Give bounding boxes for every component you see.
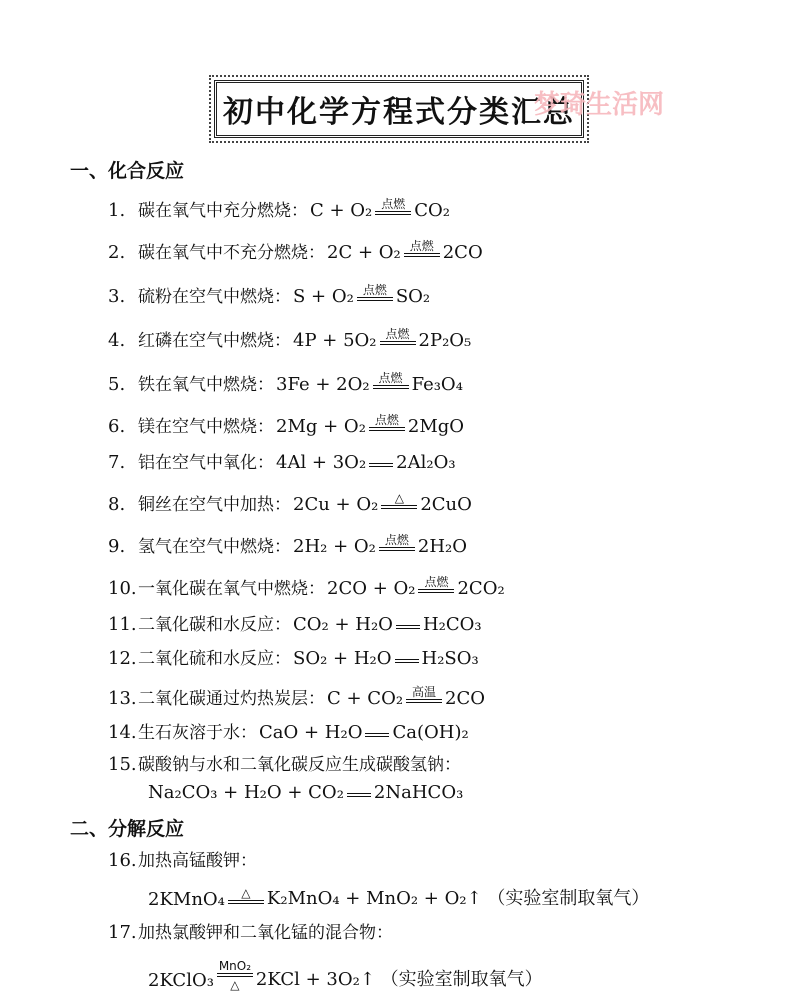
equation-products: 2CO₂ [457, 578, 505, 599]
equation-item [108, 490, 472, 515]
chemical-equation [276, 372, 463, 395]
equation-products: H₂SO₃ [421, 648, 479, 669]
equals-bar [418, 589, 454, 593]
chemical-equation [148, 782, 463, 803]
item-description: 加热高锰酸钾： [138, 851, 257, 871]
equation-item [108, 644, 479, 669]
item-description: 碳酸钠与水和二氧化碳反应生成碳酸氢钠： [138, 755, 461, 775]
chemical-equation [293, 614, 482, 635]
watermark: 梦琦生活网 [534, 90, 665, 120]
reaction-condition: △ [241, 886, 251, 900]
equals-bar [404, 253, 440, 257]
chemical-equation [259, 722, 469, 743]
equals-sign [347, 793, 371, 803]
item-description: 生石灰溶于水： [138, 723, 257, 743]
reaction-condition: 高温 [412, 685, 437, 699]
item-number: 7. [108, 452, 126, 473]
equation-products: Fe₃O₄ [411, 374, 463, 395]
equals-bar [395, 659, 419, 663]
reaction-condition-below: △ [230, 978, 240, 992]
equation-products: 2KCl + 3O₂↑ （实验室制取氧气） [255, 969, 543, 990]
reaction-condition: 点燃 [374, 413, 399, 427]
item-description: 加热氯酸钾和二氧化锰的混合物： [138, 923, 393, 943]
item-description: 二氧化碳通过灼热炭层： [138, 689, 325, 709]
chemical-equation [148, 960, 543, 991]
equals-sign [406, 686, 442, 709]
item-description: 铁在氧气中燃烧： [138, 375, 274, 395]
item-description: 铜丝在空气中加热： [138, 495, 291, 515]
chemical-equation [293, 284, 430, 307]
equation-products: 2CuO [420, 494, 472, 515]
equals-bar [375, 211, 411, 215]
equals-bar [379, 547, 415, 551]
reaction-condition: 点燃 [378, 371, 403, 385]
equation-products: 2MgO [407, 416, 465, 437]
item-number: 17. [108, 922, 137, 943]
equation-item [108, 532, 467, 557]
equals-sign [357, 284, 393, 307]
item-description: 二氧化硫和水反应： [138, 649, 291, 669]
chemical-equation [327, 686, 485, 709]
item-number: 10. [108, 578, 137, 599]
equals-bar [347, 793, 371, 797]
item-description: 硫粉在空气中燃烧： [138, 287, 291, 307]
equation-item [108, 282, 430, 307]
equals-bar [406, 699, 442, 703]
equals-sign [404, 240, 440, 263]
item-number: 16. [108, 850, 137, 871]
equation-reactants: 2KClO₃ [148, 970, 214, 991]
equation-products: 2CO [445, 688, 486, 709]
equals-sign [380, 328, 416, 351]
equation-products: CO₂ [414, 200, 451, 221]
section-heading: 二、分解反应 [70, 818, 185, 840]
equation-item [108, 846, 257, 871]
equation-products: 2H₂O [417, 536, 467, 557]
equation-products: SO₂ [395, 286, 431, 307]
equals-bar [228, 900, 264, 904]
reaction-condition: 点燃 [384, 533, 409, 547]
equation-products: 2Al₂O₃ [396, 452, 456, 473]
equation-reactants: CaO + H₂O [259, 722, 363, 743]
equals-sign [395, 659, 419, 669]
item-description: 铝在空气中氧化： [138, 453, 274, 473]
chemical-equation [310, 198, 450, 221]
equals-bar [380, 341, 416, 345]
item-number: 9. [108, 536, 126, 557]
chemical-equation [276, 452, 456, 473]
chemical-equation [293, 492, 472, 515]
chemical-equation [148, 884, 649, 910]
equation-item [108, 918, 393, 943]
equation-reactants: SO₂ + H₂O [293, 648, 392, 669]
equation-reactants: C + CO₂ [327, 688, 404, 709]
equation-reactants: 2Mg + O₂ [276, 416, 366, 437]
equation-item [108, 412, 464, 437]
equation-products: 2CO [442, 242, 483, 263]
item-description: 氢气在空气中燃烧： [138, 537, 291, 557]
equals-sign [365, 733, 389, 743]
equation-reactants: S + O₂ [293, 286, 354, 307]
equals-sign [396, 625, 420, 635]
chemical-equation [327, 240, 483, 263]
equals-sign [375, 198, 411, 221]
equals-sign [373, 372, 409, 395]
reaction-condition: 点燃 [409, 239, 434, 253]
equation-item [108, 750, 461, 775]
chemical-equation [293, 648, 479, 669]
equation-item [146, 782, 463, 803]
equals-sign [418, 576, 454, 599]
item-number: 3. [108, 286, 126, 307]
item-number: 12. [108, 648, 137, 669]
equals-sign [217, 960, 253, 991]
equals-bar [369, 427, 405, 431]
section-heading: 一、化合反应 [70, 160, 185, 182]
equals-bar [381, 505, 417, 509]
equals-bar [396, 625, 420, 629]
equation-products: K₂MnO₄ + MnO₂ + O₂↑ （实验室制取氧气） [266, 888, 650, 909]
equation-item [108, 196, 450, 221]
item-number: 8. [108, 494, 126, 515]
reaction-condition: △ [394, 491, 404, 505]
item-description: 碳在氧气中不充分燃烧： [138, 243, 325, 263]
equation-item [108, 238, 483, 263]
equation-reactants: 2Cu + O₂ [293, 494, 379, 515]
equation-item [108, 610, 482, 635]
equation-item [108, 684, 485, 709]
reaction-condition: 点燃 [424, 575, 449, 589]
reaction-condition: 点燃 [385, 327, 410, 341]
item-description: 镁在空气中燃烧： [138, 417, 274, 437]
item-description: 红磷在空气中燃烧： [138, 331, 291, 351]
equation-item [108, 574, 505, 599]
equation-reactants: 4P + 5O₂ [293, 330, 377, 351]
equation-item [108, 718, 469, 743]
equation-products: Ca(OH)₂ [392, 722, 469, 743]
item-description: 二氧化碳和水反应： [138, 615, 291, 635]
chemical-equation [276, 414, 464, 437]
equals-bar [369, 463, 393, 467]
equals-bar [217, 973, 253, 977]
item-number: 14. [108, 722, 137, 743]
equals-bar [373, 385, 409, 389]
chemical-equation [293, 534, 467, 557]
equals-sign [228, 887, 264, 910]
item-description: 一氧化碳在氧气中燃烧： [138, 579, 325, 599]
item-number: 6. [108, 416, 126, 437]
chemical-equation [293, 328, 471, 351]
equation-reactants: 2CO + O₂ [327, 578, 416, 599]
equation-reactants: 2C + O₂ [327, 242, 401, 263]
equation-reactants: C + O₂ [310, 200, 373, 221]
equation-products: 2NaHCO₃ [373, 782, 464, 803]
item-number: 1. [108, 200, 126, 221]
equation-products: 2P₂O₅ [418, 330, 472, 351]
equals-bar [357, 297, 393, 301]
reaction-condition: 点燃 [381, 197, 406, 211]
item-number: 5. [108, 374, 126, 395]
reaction-condition: MnO₂ [218, 959, 252, 973]
equals-sign [369, 414, 405, 437]
equation-reactants: 2KMnO₄ [148, 889, 225, 910]
equation-item [108, 326, 471, 351]
reaction-condition: 点燃 [362, 283, 387, 297]
equals-bar [365, 733, 389, 737]
equation-reactants: 2H₂ + O₂ [293, 536, 376, 557]
equation-reactants: 3Fe + 2O₂ [276, 374, 370, 395]
chemical-equation [327, 576, 505, 599]
equation-reactants: 4Al + 3O₂ [276, 452, 367, 473]
item-number: 4. [108, 330, 126, 351]
equation-item [146, 960, 543, 991]
item-description: 碳在氧气中充分燃烧： [138, 201, 308, 221]
equation-reactants: Na₂CO₃ + H₂O + CO₂ [148, 782, 344, 803]
page-title-frame [214, 80, 584, 138]
item-number: 15. [108, 754, 137, 775]
equals-sign [379, 534, 415, 557]
equation-reactants: CO₂ + H₂O [293, 614, 393, 635]
item-number: 13. [108, 688, 137, 709]
item-number: 2. [108, 242, 126, 263]
equation-products: H₂CO₃ [422, 614, 482, 635]
page-title: 初中化学方程式分类汇总 [223, 95, 575, 130]
equation-item [146, 884, 649, 910]
equation-item [108, 448, 456, 473]
equation-item [108, 370, 463, 395]
item-number: 11. [108, 614, 137, 635]
equals-sign [381, 492, 417, 515]
equals-sign [369, 463, 393, 473]
